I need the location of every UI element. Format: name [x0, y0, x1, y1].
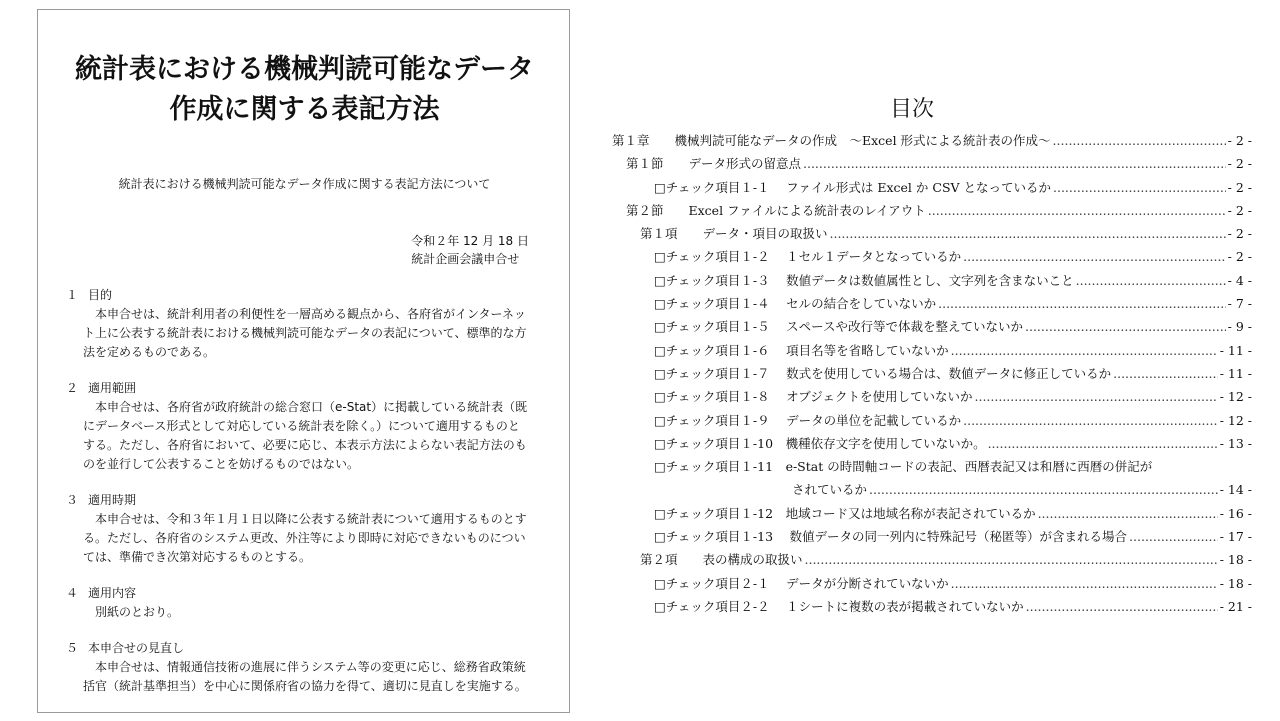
toc-entry-label: □チェック項目１-３ 数値データは数値属性とし、文字列を含まないこと	[654, 272, 1074, 288]
section-number: ３	[66, 493, 79, 507]
toc-page-number: - 2 -	[1227, 202, 1252, 218]
section-text-line: する。ただし、各府省において、必要に応じ、本表示方法によらない表記方法のも	[83, 438, 527, 452]
toc-entry-label: 第１節 データ形式の留意点	[626, 156, 802, 172]
toc-leader-dots	[1026, 599, 1218, 614]
toc-entry-label: □チェック項目１-７ 数式を使用している場合は、数値データに修正しているか	[654, 365, 1112, 381]
toc-leader-dots	[928, 203, 1226, 218]
toc-leader-dots	[1076, 273, 1226, 288]
section-heading-text: 適用範囲	[88, 381, 137, 395]
toc-entry-label: □チェック項目２-１ データが分断されていないか	[654, 575, 949, 591]
document-title	[38, 50, 571, 130]
section	[66, 379, 536, 474]
toc-entry-label: □チェック項目１-４ セルの結合をしていないか	[654, 296, 937, 312]
section-heading-text: 適用内容	[88, 586, 137, 600]
toc-entry[interactable]	[612, 597, 1252, 620]
section	[66, 639, 536, 696]
table-of-contents	[612, 92, 1252, 620]
toc-page-number: - 16 -	[1219, 505, 1252, 521]
toc-page-number: - 2 -	[1227, 226, 1252, 242]
section-heading	[66, 286, 536, 305]
toc-entry-label: □チェック項目１-２ １セル１データとなっているか	[654, 249, 962, 265]
section-heading-text: 目的	[88, 288, 113, 302]
toc-entry[interactable]	[612, 387, 1252, 410]
toc-entry-label: □チェック項目１-９ データの単位を記載しているか	[654, 412, 962, 428]
section-heading-text: 適用時期	[88, 493, 137, 507]
toc-page-number: - 11 -	[1219, 365, 1252, 381]
section-text-line: のを並行して公表することを妨げるものではない。	[83, 457, 360, 471]
section-heading	[66, 491, 536, 510]
toc-leader-dots	[951, 343, 1218, 358]
issuer-text: 統計企画会議申合せ	[411, 252, 520, 266]
toc-entry[interactable]	[612, 504, 1252, 527]
toc-leader-dots	[803, 156, 1226, 171]
toc-entry[interactable]	[612, 434, 1252, 457]
section-text-line: 本申合せは、情報通信技術の進展に伴うシステム等の変更に応じ、総務省政策統	[95, 660, 526, 674]
section	[66, 491, 536, 567]
toc-leader-dots	[1113, 366, 1218, 381]
toc-leader-dots	[1025, 319, 1226, 334]
toc-page-number: - 18 -	[1219, 575, 1252, 591]
toc-page-number: - 4 -	[1227, 272, 1252, 288]
document-title-line-1: 統計表における機械判読可能なデータ	[75, 54, 534, 85]
toc-entry-label: されているか	[792, 482, 868, 498]
toc-entry[interactable]	[612, 224, 1252, 247]
toc-page-number: - 13 -	[1219, 435, 1252, 451]
toc-entry-label: 第２項 表の構成の取扱い	[640, 552, 803, 568]
toc-entry[interactable]	[612, 294, 1252, 317]
toc-page-number: - 12 -	[1219, 389, 1252, 405]
toc-entry-label: 第２節 Excel ファイルによる統計表のレイアウト	[626, 202, 926, 218]
toc-entry[interactable]	[612, 247, 1252, 270]
section	[66, 584, 536, 622]
toc-entry[interactable]	[612, 527, 1252, 550]
section-number: １	[66, 288, 79, 302]
section-heading	[66, 639, 536, 658]
section-text-line: にデータベース形式として対応している統計表を除く。）について適用するものと	[83, 419, 520, 433]
toc-leader-dots	[975, 389, 1218, 404]
section	[66, 286, 536, 362]
section-heading	[66, 379, 536, 398]
toc-leader-dots	[805, 552, 1218, 567]
toc-entry[interactable]	[612, 457, 1252, 480]
toc-entry-label: □チェック項目１-６ 項目名等を省略していないか	[654, 342, 949, 358]
toc-entry-label: □チェック項目１-12 地域コード又は地域名称が表記されているか	[654, 505, 1036, 521]
section-heading-text: 本申合せの見直し	[88, 641, 185, 655]
toc-entry-label: 第１章 機械判読可能なデータの作成 ～Excel 形式による統計表の作成～	[612, 133, 1051, 148]
toc-entry[interactable]	[612, 131, 1252, 154]
toc-entry[interactable]	[612, 317, 1252, 340]
section-text-line: 本申合せは、令和３年１月１日以降に公表する統計表について適用するものとす	[95, 512, 527, 526]
toc-entry[interactable]	[612, 364, 1252, 387]
toc-leader-dots	[830, 226, 1226, 241]
toc-leader-dots	[1053, 180, 1226, 195]
toc-entry-label: □チェック項目１-11 e-Stat の時間軸コードの表記、西暦表記又は和暦に西暦の併記が	[654, 459, 1153, 475]
sections-list	[66, 286, 536, 713]
toc-leader-dots	[963, 413, 1218, 428]
toc-entries	[612, 131, 1252, 620]
toc-page-number: - 21 -	[1219, 598, 1252, 614]
toc-page-number: - 11 -	[1219, 342, 1252, 358]
section-body	[66, 398, 536, 474]
toc-entry[interactable]	[612, 178, 1252, 201]
section-text-line: 別紙のとおり。	[95, 605, 180, 619]
toc-entry-label: □チェック項目１-10 機種依存文字を使用していないか。	[654, 435, 986, 451]
section-number: ４	[66, 586, 79, 600]
document-title-line-2: 作成に関する表記方法	[169, 94, 440, 125]
section-body	[66, 603, 536, 622]
toc-page-number: - 14 -	[1219, 482, 1252, 498]
toc-entry[interactable]	[612, 271, 1252, 294]
toc-entry[interactable]	[612, 550, 1252, 573]
section-body	[66, 658, 536, 696]
toc-entry[interactable]	[612, 480, 1252, 503]
toc-entry-label: □チェック項目１-５ スペースや改行等で体裁を整えていないか	[654, 319, 1024, 335]
toc-leader-dots	[1038, 506, 1218, 521]
toc-entry[interactable]	[612, 154, 1252, 177]
toc-entry[interactable]	[612, 574, 1252, 597]
section-text-line: 法を定めるものである。	[83, 345, 216, 359]
toc-entry-label: □チェック項目１-１ ファイル形式は Excel か CSV となっているか	[654, 179, 1052, 195]
toc-page-number: - 2 -	[1227, 156, 1252, 172]
toc-entry-label: 第１項 データ・項目の取扱い	[640, 226, 828, 242]
toc-page-number: - 9 -	[1227, 319, 1252, 335]
section-body	[66, 305, 536, 362]
section-heading	[66, 584, 536, 603]
toc-leader-dots	[938, 296, 1226, 311]
section-text-line: ては、準備でき次第対応するものとする。	[83, 550, 312, 564]
toc-leader-dots	[951, 576, 1218, 591]
toc-page-number: - 18 -	[1219, 552, 1252, 568]
document-cover-page	[37, 9, 570, 713]
section-body	[66, 510, 536, 567]
date-block	[411, 232, 529, 268]
toc-entry-label: □チェック項目２-２ １シートに複数の表が掲載されていないか	[654, 598, 1024, 614]
toc-entry[interactable]	[612, 201, 1252, 224]
toc-leader-dots	[963, 249, 1226, 264]
toc-title: 目次	[889, 97, 934, 122]
section-text-line: ト上に公表する統計表における機械判読可能なデータの表記について、標準的な方	[83, 326, 527, 340]
section-number: ５	[66, 641, 79, 655]
toc-page-number: - 2 -	[1227, 133, 1252, 148]
section-text-line: る。ただし、各府省のシステム更改、外注等により即時に対応できないものについ	[83, 531, 526, 545]
toc-page-number: - 2 -	[1227, 179, 1252, 195]
section-number: ２	[66, 381, 79, 395]
toc-entry[interactable]	[612, 411, 1252, 434]
toc-leader-dots	[1129, 529, 1218, 544]
toc-entry[interactable]	[612, 341, 1252, 364]
document-subtitle: 統計表における機械判読可能なデータ作成に関する表記方法について	[118, 177, 491, 191]
toc-page-number: - 7 -	[1227, 296, 1252, 312]
section-text-line: 本申合せは、各府省が政府統計の総合窓口（e-Stat）に掲載している統計表（既	[95, 400, 528, 414]
toc-page-number: - 12 -	[1219, 412, 1252, 428]
toc-entry-label: □チェック項目１-13 数値データの同一列内に特殊記号（秘匿等）が含まれる場合	[654, 529, 1128, 545]
toc-leader-dots	[869, 482, 1218, 497]
section-text-line: 本申合せは、統計利用者の利便性を一層高める観点から、各府省がインターネッ	[95, 307, 526, 321]
toc-leader-dots	[1053, 133, 1226, 148]
section-text-line: 括官（統計基準担当）を中心に関係府省の協力を得て、適切に見直しを実施する。	[83, 679, 527, 693]
toc-leader-dots	[988, 436, 1218, 451]
toc-page-number: - 2 -	[1227, 249, 1252, 265]
toc-page-number: - 17 -	[1219, 529, 1252, 545]
date-text: 令和２年 12 月 18 日	[411, 234, 529, 248]
toc-entry-label: □チェック項目１-８ オブジェクトを使用していないか	[654, 389, 973, 405]
